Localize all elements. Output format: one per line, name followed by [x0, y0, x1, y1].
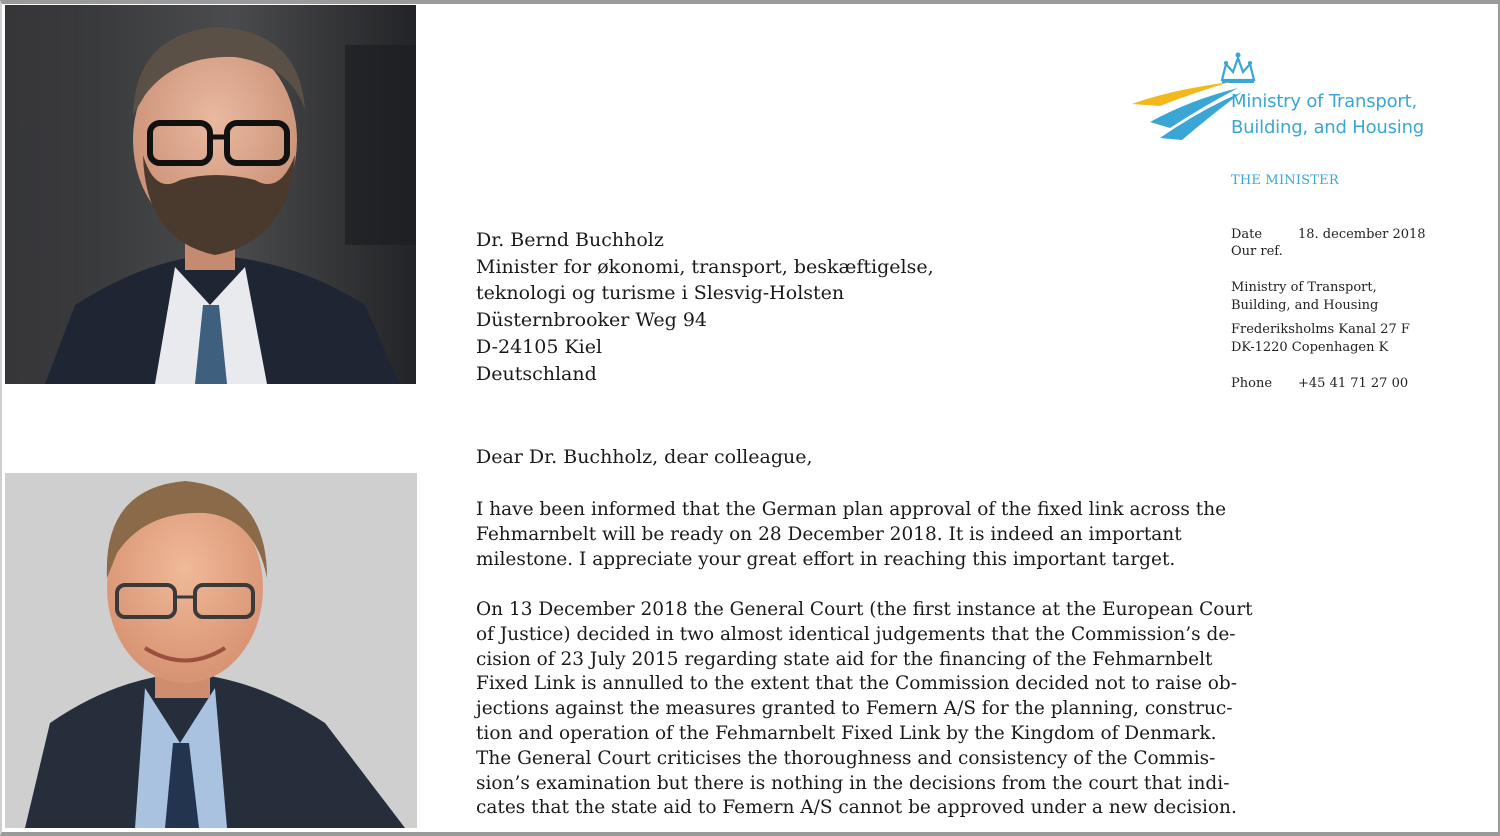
portrait-photo-top	[5, 5, 416, 384]
ref-label: Our ref.	[1231, 244, 1283, 259]
phone-label: Phone	[1231, 376, 1273, 391]
recipient-line: Minister for økonomi, transport, beskæftigelse,	[476, 255, 934, 278]
recipient-line: teknologi og turisme i Slesvig-Holsten	[476, 282, 845, 305]
salutation: Dear Dr. Buchholz, dear colleague,	[476, 446, 813, 468]
paragraph-2: On 13 December 2018 the General Court (the first instance at the European Court of Justice) decided in two almost identical judgements that the Commission’s de- cision of 23 July 2015 regarding state aid for the financing of the Fehmarnbelt Fixed Link is annulled to the extent that the Commission decided not to raise ob- jections against the measures granted to Femern A/S for the planning, construc- tion and operation of the Fehmarnbelt Fixed Link by the Kingdom of Denmark. The General Court criticises the thoroughness and consistency of the Commis- sion’s examination but there is nothing in the decisions from the court that indi- cates that the state aid to Femern A/S cannot be approved under a new decision.	[476, 599, 1253, 819]
date-label: Date	[1231, 227, 1263, 242]
recipient-line: D-24105 Kiel	[476, 335, 603, 358]
phone-value: +45 41 71 27 00	[1298, 376, 1409, 391]
recipient-address	[476, 227, 934, 387]
crown-icon	[1222, 53, 1254, 84]
recipient-line: Dr. Bernd Buchholz	[476, 229, 664, 251]
ref-row	[1231, 243, 1298, 261]
phone-row	[1231, 375, 1408, 393]
ministry-name: Ministry of Transport, Building, and Housing	[1231, 91, 1425, 138]
date-value: 18. december 2018	[1298, 227, 1426, 242]
portrait-photo-bottom	[5, 473, 417, 828]
the-minister-label: THE MINISTER	[1231, 173, 1339, 188]
recipient-line: Düsternbrooker Weg 94	[476, 309, 708, 332]
paragraph-1: I have been informed that the German plan approval of the fixed link across the Fehmarnbelt will be ready on 28 December 2018. It is indeed an important milestone. I appreciate your great effort in reaching this important target.	[476, 499, 1227, 570]
sender-address: Frederiksholms Kanal 27 F DK-1220 Copenhagen K	[1231, 322, 1410, 355]
date-row	[1231, 226, 1426, 244]
recipient-line: Deutschland	[476, 362, 597, 385]
sender-org: Ministry of Transport, Building, and Housing	[1231, 280, 1379, 313]
